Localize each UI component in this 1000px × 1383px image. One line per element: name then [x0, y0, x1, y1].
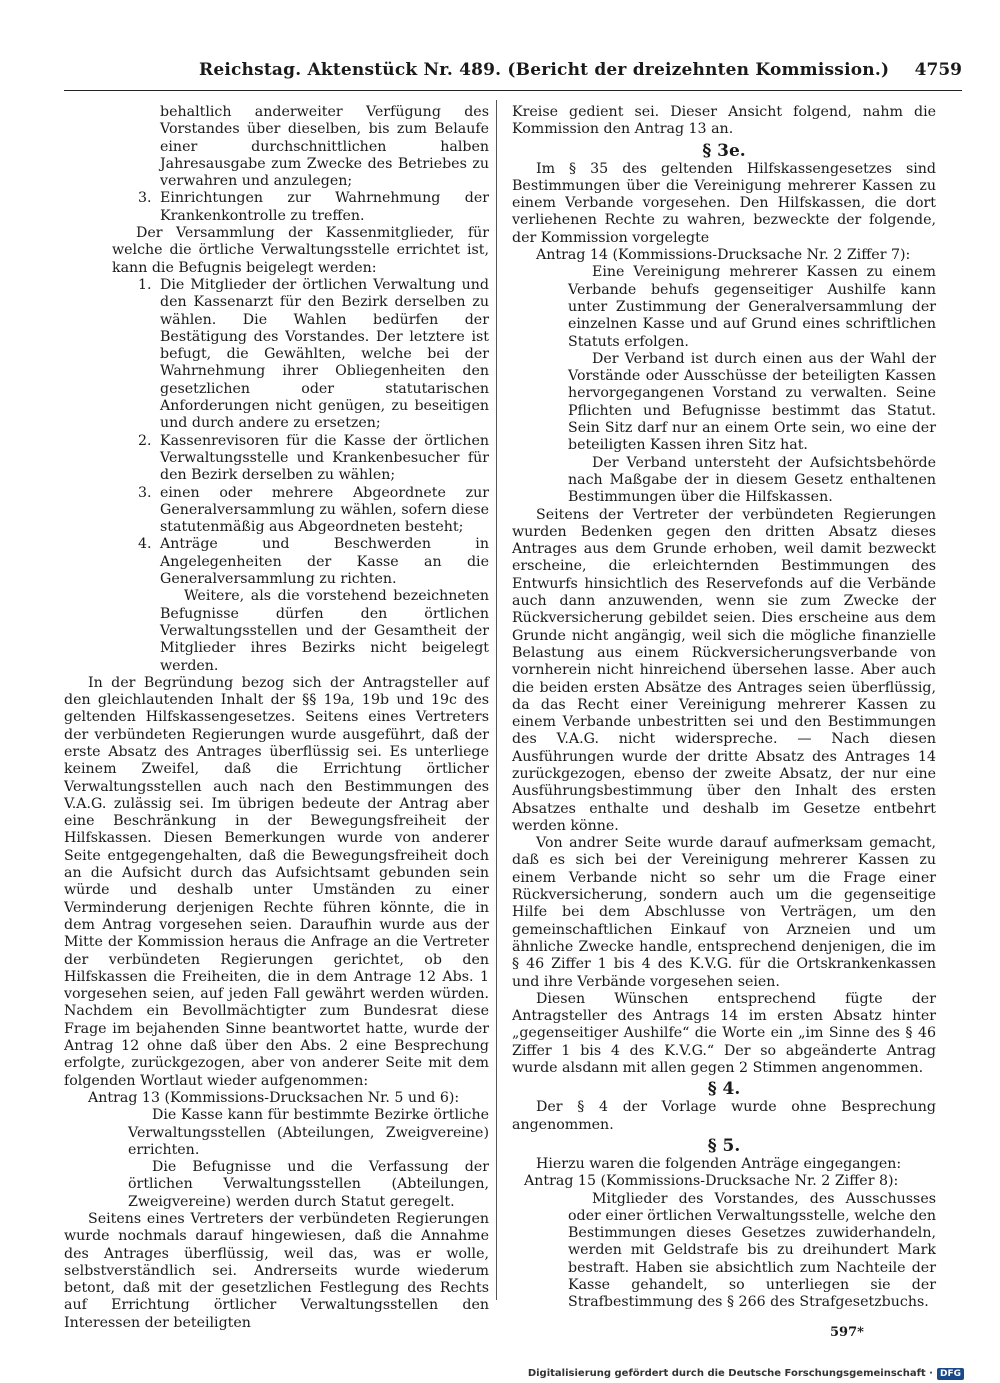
paragraph: Im § 35 des geltenden Hilfskassengesetzes sind Bestimmungen über die Vereinigung mehrerer Kassen zu einem Verbande vorgesehen. Den Hilfskassen, die dort verliehenen Rechte zu wahren, bezweckte der folgende, der Kommission vorgelegte	[512, 160, 936, 246]
paragraph: Hierzu waren die folgenden Anträge eingegangen:	[536, 1155, 902, 1172]
motion-heading: Antrag 13 (Kommissions-Drucksachen Nr. 5 und 6):	[88, 1089, 460, 1106]
paragraph: Von andrer Seite wurde darauf aufmerksam gemacht, daß es sich bei der Vereinigung mehrerer Kassen zu einem Verbande nicht so sehr um die Frage einer Rückversicherung, sondern auch um die gegenseitige Hilfe bei dem Abschlusse von Verträgen, um den gemeinschaftlichen Einkauf von Arzneien und um ähnliche Zwecke handle, entsprechend denjenigen, die im § 46 Ziffer 1 bis 4 des K.V.G. für die Ortskrankenkassen und ihre Verbände vorgesehen seien.	[512, 835, 936, 990]
motion-text: Der Verband ist durch einen aus der Wahl der Vorstände oder Ausschüsse der beteiligten Kassen hervorgegangenen Vorstand zu verwalten. Seine Pflichten und Befugnisse bestimmt das Statut. Sein Sitz darf nur an einem Orte sein, wo eine der beteiligten Kassen ihren Sitz hat.	[568, 350, 936, 454]
list-item: 1. Die Mitglieder der örtlichen Verwaltung und den Kassenarzt für den Bezirk derselben zu wählen. Die Wahlen bedürfen der Bestätigung des Vorstandes. Der letztere ist befugt, die Gewählten, welche bei der Wahrnehmung ihrer Obliegenheiten den gesetzlichen oder statutarischen Anforderungen nicht genügen, zu beseitigen und durch andere zu ersetzen;	[138, 276, 489, 432]
column-divider	[496, 100, 497, 1300]
left-column	[64, 104, 489, 1332]
motion-text: Die Kasse kann für bestimmte Bezirke örtliche Verwaltungsstellen (Abteilungen, Zweigvereine) errichten.	[128, 1107, 489, 1158]
list-item: 2. Kassenrevisoren für die Kasse der örtlichen Verwaltungsstelle und Krankenbesucher für den Bezirk derselben zu wählen;	[138, 432, 489, 484]
list-item: 4. Anträge und Beschwerden in Angelegenheiten der Kasse an die Generalversammlung zu richten.	[138, 536, 489, 588]
paragraph: In der Begründung bezog sich der Antragsteller auf den gleichlautenden Inhalt der §§ 19a, 19b und 19c des geltenden Hilfskassengesetzes. Seitens eines Vertreters der verbündeten Regierungen wurde ausgeführt, daß der erste Absatz des Antrages überflüssig sei. Es unterliege keinem Zweifel, daß die Errichtung örtlicher Verwaltungsstellen auch nach den Bestimmungen des V.A.G. zulässig sei. Im übrigen bedeute der Antrag aber eine Beschränkung in der Bewegungsfreiheit der Hilfskassen. Diesen Bemerkungen wurde von anderer Seite entgegengehalten, daß die Bewegungsfreiheit doch an die Aufsicht durch das Aufsichtsamt gebunden sein würde und deshalb unter Umständen zu einer Verminderung derjenigen Rechte führen könnte, die in dem Antrag vorgesehen seien. Daraufhin wurde aus der Mitte der Kommission heraus die Anfrage an die Vertreter der verbündeten Regierungen gerichtet, ob den Hilfskassen die Freiheiten, die in dem Antrage 12 Abs. 1 vorgesehen seien, auf jeden Fall gewährt werden würden. Nachdem ein Bevollmächtigter zum Bundesrat diese Frage im bejahenden Sinne beantwortet hatte, wurde der Antrag 12 ohne daß über den Abs. 2 eine Besprechung erfolgte, zurückgezogen, aber von anderer Seite mit dem folgenden Wortlaut wieder aufgenommen:	[64, 674, 489, 1089]
page-header	[64, 60, 962, 91]
footer-credit	[528, 1368, 964, 1382]
paragraph: Seitens eines Vertreters der verbündeten Regierungen wurde nochmals darauf hingewiesen, daß die Annahme des Antrages überflüssig, weil das, was er wolle, selbstverständlich sei. Andrerseits wurde wiederum betont, daß mit der gesetzlichen Festlegung des Rechts auf Errichtung örtlicher Verwaltungsstellen den Interessen der beteiligten	[64, 1211, 489, 1331]
list-item: 3. Einrichtungen zur Wahrnehmung der Krankenkontrolle zu treffen.	[138, 190, 489, 224]
paragraph: Diesen Wünschen entsprechend fügte der Antragsteller des Antrags 14 im ersten Absatz hinter „gegenseitiger Aushilfe“ die Worte ein „im Sinne des § 46 Ziffer 1 bis 4 des K.V.G.“ Der so abgeänderte Antrag wurde alsdann mit allen gegen 2 Stimmen angenommen.	[512, 990, 936, 1077]
page-number: 4759	[914, 60, 962, 80]
right-column	[512, 104, 936, 1312]
section-heading: § 3e.	[702, 140, 746, 161]
footer-text: Digitalisierung gefördert durch die Deutsche Forschungsgemeinschaft ·	[527, 1368, 933, 1379]
paragraph: Der § 4 der Vorlage wurde ohne Besprechung angenommen.	[512, 1099, 936, 1133]
motion-text: Mitglieder des Vorstandes, des Ausschusses oder einer örtlichen Verwaltungsstelle, welche den Bestimmungen dieses Gesetzes zuwiderhandeln, werden mit Geldstrafe bis zu dreihundert Mark bestraft. Haben sie absichtlich zum Nachteile der Kasse gehandelt, so unterliegen sie der Strafbestimmung des § 266 des Strafgesetzbuchs.	[568, 1190, 936, 1311]
list-item: 3. einen oder mehrere Abgeordnete zur Generalversammlung zu wählen, sofern diese statutenmäßig aus Abgeordneten besteht;	[138, 484, 489, 536]
paragraph: Weitere, als die vorstehend bezeichneten Befugnisse dürfen den örtlichen Verwaltungsstellen und der Gesamtheit der Mitglieder ihres Bezirks nicht beigelegt werden.	[160, 588, 489, 674]
paragraph: Der Versammlung der Kassenmitglieder, für welche die örtliche Verwaltungsstelle errichtet ist, kann die Befugnis beigelegt werden:	[112, 225, 489, 276]
sheet-signature: 597*	[830, 1325, 864, 1340]
running-title: Reichstag. Aktenstück Nr. 489. (Bericht der dreizehnten Kommission.)	[199, 60, 890, 80]
motion-heading: Antrag 14 (Kommissions-Drucksache Nr. 2 Ziffer 7):	[536, 247, 911, 264]
motion-text: Die Befugnisse und die Verfassung der örtlichen Verwaltungsstellen (Abteilungen, Zweigvereine) werden durch Statut geregelt.	[128, 1159, 489, 1210]
section-heading: § 4.	[707, 1079, 741, 1100]
motion-text: Eine Vereinigung mehrerer Kassen zu einem Verbande behufs gegenseitiger Aushilfe kann unter Zustimmung der Generalversammlung der einzelnen Kasse und auf Grund eines schriftlichen Statuts erfolgen.	[568, 264, 936, 350]
paragraph: Kreise gedient sei. Dieser Ansicht folgend, nahm die Kommission den Antrag 13 an.	[512, 104, 936, 138]
motion-text: Der Verband untersteht der Aufsichtsbehörde nach Maßgabe der in diesem Gesetz enthaltenen Bestimmungen über die Hilfskassen.	[568, 454, 936, 506]
dfg-logo-icon: DFG	[937, 1368, 964, 1380]
section-heading: § 5.	[707, 1135, 741, 1156]
paragraph: Seitens der Vertreter der verbündeten Regierungen wurden Bedenken gegen den dritten Absatz dieses Antrages aus dem Grunde erhoben, weil damit bezweckt erscheine, die erleichternden Bestimmungen des Entwurfs hinsichtlich des Reservefonds auf die Verbände auch dann anzuwenden, wenn sie zum Zwecke der Rückversicherung gebildet seien. Dies erscheine aus dem Grunde nicht angängig, weil sich die mögliche finanzielle Belastung aus einem Rückversicherungsverbande von vornherein nicht hinreichend übersehen lasse. Aber auch die beiden ersten Absätze des Antrages seien überflüssig, da das Recht einer Vereinigung mehrerer Kassen zu einem Verbande unbestritten sei und den Bestimmungen des V.A.G. nicht widerspreche. — Nach diesen Ausführungen wurde der dritte Absatz des Antrages 14 zurückgezogen, ebenso der zweite Absatz, der nur eine Ausführungsbestimmung über den Inhalt des ersten Absatzes enthalte und deshalb im Gesetze entbehrt werden könne.	[512, 506, 936, 834]
motion-heading: Antrag 15 (Kommissions-Drucksache Nr. 2 Ziffer 8):	[524, 1173, 899, 1190]
paragraph: behaltlich anderweiter Verfügung des Vorstandes über dieselben, bis zum Belaufe einer durchschnittlichen halben Jahresausgabe zum Zwecke des Betriebes zu verwahren und anzulegen;	[160, 104, 489, 190]
